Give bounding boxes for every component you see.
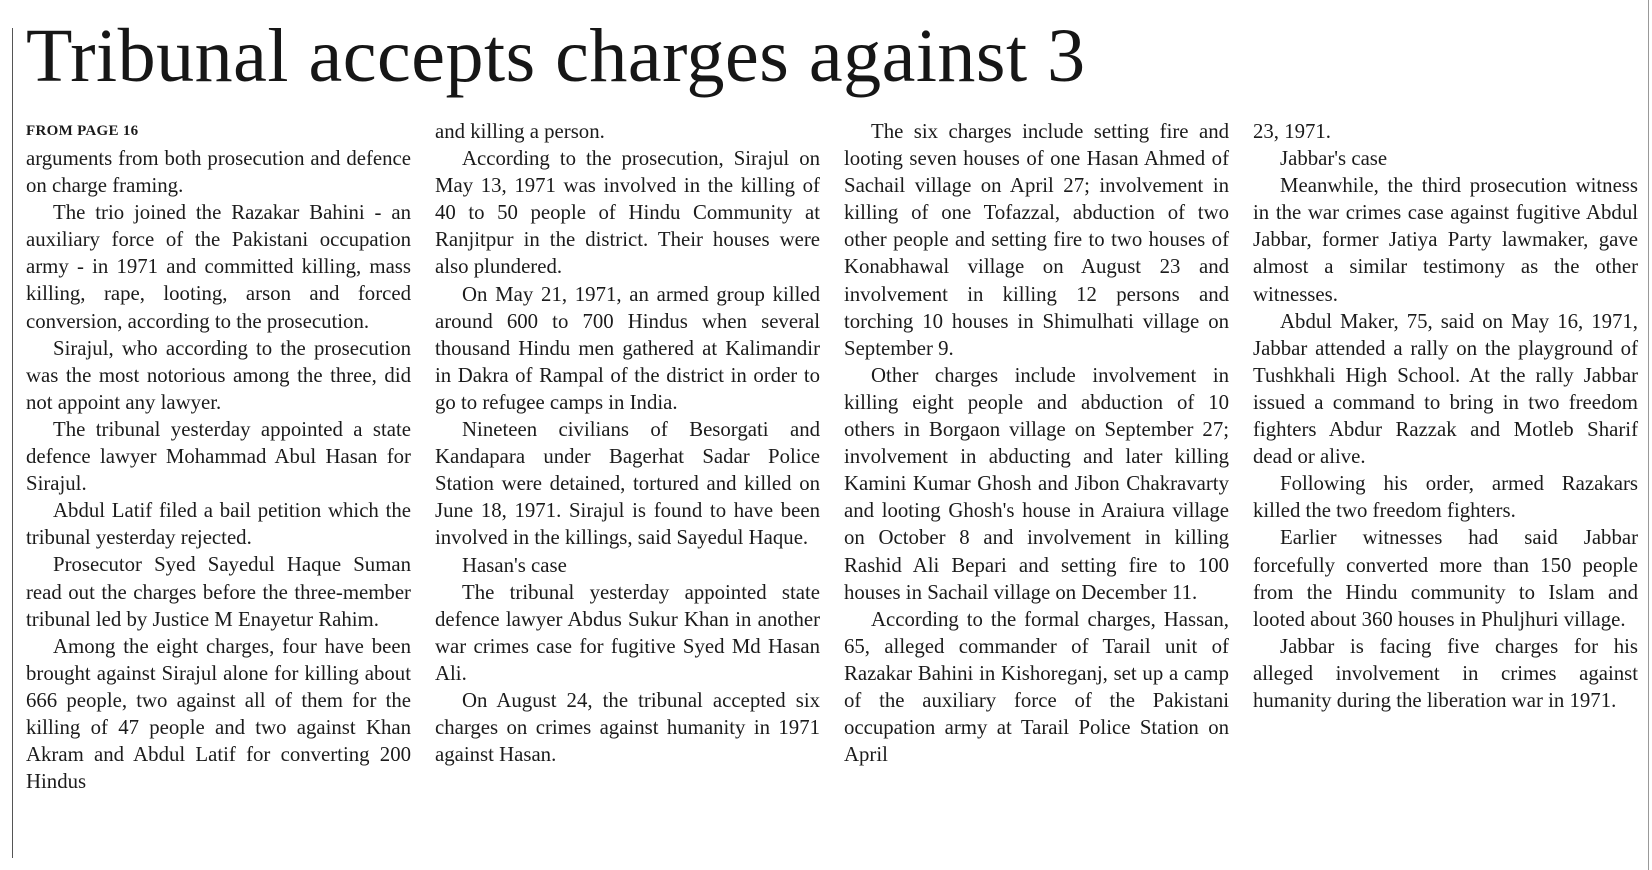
- paragraph: Abdul Latif filed a bail petition which the tribunal yesterday rejected.: [26, 499, 411, 550]
- article-column-1: [26, 118, 411, 858]
- paragraph: According to the prosecution, Sirajul on May 13, 1971 was involved in the killing of 40 to 50 people of Hindu Community at Ranjitpur in the district. Their houses were also plundered.: [435, 147, 820, 279]
- paragraph: Other charges include involvement in killing eight people and abduction of 10 others in Borgaon village on September 27; involvement in abducting and later killing Kamini Kumar Ghosh and Jibon Chakravarty and looting Ghosh's house in Araiura village on October 8 and involvement in killing Rashid Ali Bepari and setting fire to 100 houses in Sachail village on December 11.: [844, 363, 1229, 604]
- paragraph: The six charges include setting fire and looting seven houses of one Hasan Ahmed of Sachail village on April 27; involvement in killing of one Tofazzal, abduction of two other people and setting fire to two houses of Konabhawal village on August 23 and involvement in killing 12 persons and torching 10 houses in Shimulhati village on September 9.: [844, 120, 1229, 360]
- paragraph: Jabbar is facing five charges for his alleged involvement in crimes against humanity during the liberation war in 1971.: [1253, 634, 1638, 712]
- paragraph: The tribunal yesterday appointed a state defence lawyer Mohammad Abul Hasan for Sirajul.: [26, 417, 411, 496]
- paragraph: arguments from both prosecution and defence on charge framing.: [26, 147, 411, 198]
- paragraph: Abdul Maker, 75, said on May 16, 1971, Jabbar attended a rally on the playground of Tushkhali High School. At the rally Jabbar issued a command to bring in two freedom fighters Abdur Razzak and Motleb Sharif dead or alive.: [1253, 309, 1638, 469]
- article-body: [26, 118, 1638, 858]
- page-edge-rule: [1648, 0, 1649, 870]
- paragraph: Earlier witnesses had said Jabbar forcefully converted more than 150 people from the Hindu community to Islam and looted about 360 houses in Phuljhuri village.: [1253, 526, 1638, 631]
- paragraph: 23, 1971.: [1253, 120, 1331, 143]
- paragraph: On August 24, the tribunal accepted six charges on crimes against humanity in 1971 against Hasan.: [435, 688, 820, 767]
- article-column-3: [844, 118, 1229, 858]
- paragraph: The trio joined the Razakar Bahini - an auxiliary force of the Pakistani occupation army - in 1971 and committed killing, mass killing, rape, looting, arson and forced conversion, according to the prosecution.: [26, 201, 411, 333]
- paragraph: Meanwhile, the third prosecution witness in the war crimes case against fugitive Abdul Jabbar, former Jatiya Party lawmaker, gave almost a similar testimony as the other witnesses.: [1253, 174, 1638, 306]
- paragraph: Nineteen civilians of Besorgati and Kandapara under Bagerhat Sadar Police Station were detained, tortured and killed on June 18, 1971. Sirajul is found to have been involved in the killings, said Sayedul Haque.: [435, 418, 820, 550]
- section-subhead: Hasan's case: [462, 553, 567, 577]
- paragraph: and killing a person.: [435, 120, 605, 143]
- paragraph: Among the eight charges, four have been brought against Sirajul alone for killing about 666 people, two against all of them for the killing of 47 people and two against Khan Akram and Abdul Latif for converting 200 Hindus: [26, 634, 411, 794]
- paragraph: According to the formal charges, Hassan, 65, alleged commander of Tarail unit of Razakar Bahini in Kishoreganj, set up a camp of the auxiliary force of the Pakistani occupation army at Tarail Police Station on April: [844, 607, 1229, 767]
- headline: Tribunal accepts charges against 3: [26, 14, 1086, 98]
- paragraph: On May 21, 1971, an armed group killed around 600 to 700 Hindus when several thousand Hindu men gathered at Kalimandir in Dakra of Rampal of the district in order to go to refugee camps in India.: [435, 282, 820, 414]
- paragraph: Following his order, armed Razakars killed the two freedom fighters.: [1253, 472, 1638, 523]
- continuation-kicker: FROM PAGE 16: [26, 123, 139, 139]
- paragraph: The tribunal yesterday appointed state defence lawyer Abdus Sukur Khan in another war crimes case for fugitive Syed Md Hasan Ali.: [435, 580, 820, 685]
- section-subhead: Jabbar's case: [1280, 147, 1388, 171]
- column-rule: [12, 28, 13, 858]
- paragraph: Prosecutor Syed Sayedul Haque Suman read out the charges before the three-member tribunal led by Justice M Enayetur Rahim.: [26, 553, 411, 631]
- article-column-4: [1253, 118, 1638, 858]
- article-column-2: [435, 118, 820, 858]
- paragraph: Sirajul, who according to the prosecution was the most notorious among the three, did not appoint any lawyer.: [26, 336, 411, 414]
